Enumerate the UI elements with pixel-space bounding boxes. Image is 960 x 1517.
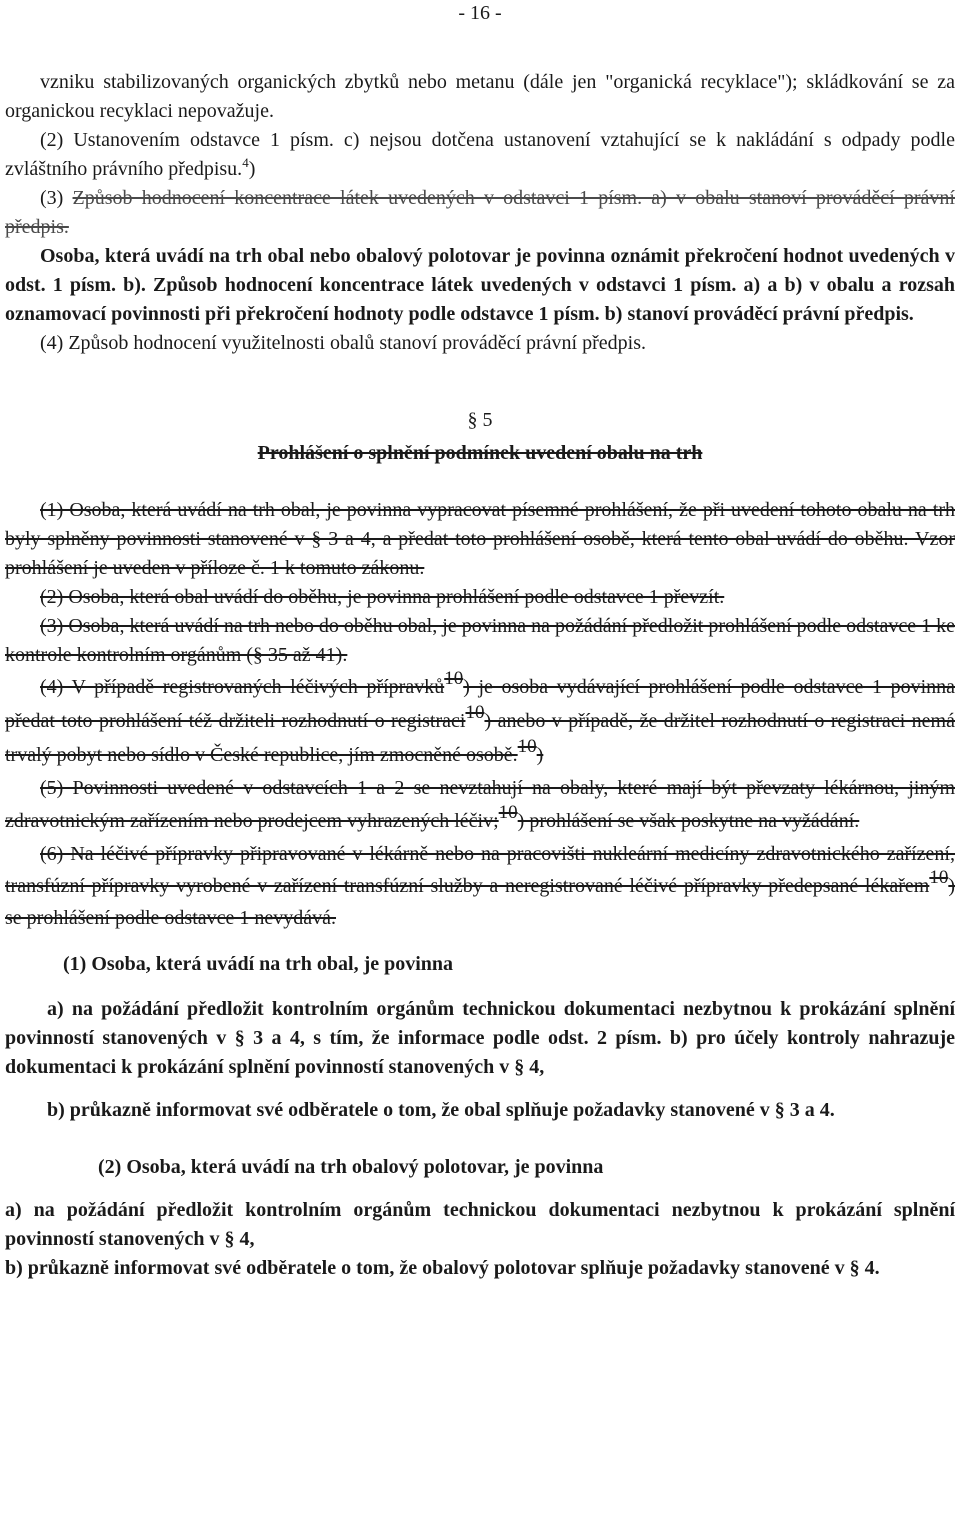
deleted-paragraph-6-text-b: ) se prohlášení podle odstavce 1 nevydává. bbox=[5, 875, 955, 929]
footnote-ref-10: 10 bbox=[517, 736, 537, 757]
deleted-paragraph-4-text-b: ) je osoba vydávající prohlášení podle odstavce 1 povinna předat toto prohlášení též držiteli rozhodnutí o registraci bbox=[5, 676, 955, 732]
new-paragraph-2-item-b: b) průkazně informovat své odběratele o tom, že obalový polotovar splňuje požadavky stanovené v § 4. bbox=[5, 1257, 880, 1279]
paragraph-2-close: ) bbox=[248, 158, 256, 180]
new-paragraph-1: (1) Osoba, která uvádí na trh obal, je povinna bbox=[63, 953, 454, 975]
paragraph-3-new-text: Osoba, která uvádí na trh obal nebo obalový polotovar je povinna oznámit překročení hodnot uvedených v odst. 1 písm. b). Způsob hodnocení koncentrace látek uvedených v odstavci 1 písm. a) a b) v obalu a rozsah oznamovací povinnosti při překročení hodnoty podle odstavce 1 písm. b) stanoví prováděcí právní předpis. bbox=[5, 245, 955, 325]
paragraph-2 bbox=[5, 126, 955, 184]
deleted-paragraph-3: (3) Osoba, která uvádí na trh nebo do oběhu obal, je povinna na požádání předložit prohlášení podle odstavce 1 ke kontrole kontrolním orgánům (§ 35 až 41). bbox=[5, 615, 955, 666]
new-paragraph-2: (2) Osoba, která uvádí na trh obalový polotovar, je povinna bbox=[98, 1156, 604, 1178]
footnote-ref-10: 10 bbox=[465, 702, 485, 723]
deleted-paragraph-2: (2) Osoba, která obal uvádí do oběhu, je povinna prohlášení podle odstavce 1 převzít. bbox=[40, 586, 725, 608]
footnote-ref-4: 4 bbox=[242, 155, 249, 170]
deleted-paragraph-5 bbox=[5, 772, 955, 838]
paragraph-3-deleted-text: Způsob hodnocení koncentrace látek uvedených v odstavci 1 písm. a) v obalu stanoví prováděcí právní předpis. bbox=[5, 187, 955, 238]
paragraph-organic-recycling: vzniku stabilizovaných organických zbytků nebo metanu (dále jen "organická recyklace"); skládkování se za organickou recyklaci nepovažuje. bbox=[5, 71, 955, 122]
document-body bbox=[5, 68, 955, 1283]
footnote-ref-10: 10 bbox=[929, 867, 949, 888]
deleted-paragraph-4-text-a: (4) V případě registrovaných léčivých přípravků bbox=[40, 676, 445, 698]
deleted-paragraph-4-text-d: ) bbox=[536, 744, 544, 766]
paragraph-3-number: (3) bbox=[40, 187, 73, 209]
footnote-ref-10: 10 bbox=[498, 802, 518, 823]
new-paragraph-1-item-a: a) na požádání předložit kontrolním orgánům technickou dokumentaci nezbytnou k prokázání splnění povinností stanovených v § 3 a 4, s tím, že informace podle odst. 2 písm. b) pro účely kontroly nahrazuje dokumentaci k prokázání splnění povinností stanovených v § 4, bbox=[5, 998, 955, 1078]
deleted-paragraph-1: (1) Osoba, která uvádí na trh obal, je povinna vypracovat písemné prohlášení, že při uvedení tohoto obalu na trh byly splněny povinnosti stanovené v § 3 a 4, a předat toto prohlášení osobě, která tento obal uvádí do oběhu. Vzor prohlášení je uveden v příloze č. 1 k tomuto zákonu. bbox=[5, 499, 955, 579]
footnote-ref-10: 10 bbox=[444, 668, 464, 689]
deleted-paragraph-4 bbox=[5, 670, 955, 772]
deleted-paragraph-4-text-c: ) anebo v případě, že držitel rozhodnutí o registraci nemá trvalý pobyt nebo sídlo v České republice, jím zmocněné osobě. bbox=[5, 710, 955, 766]
deleted-paragraph-6 bbox=[5, 838, 955, 934]
page-number: - 16 - bbox=[458, 2, 502, 24]
paragraph-3 bbox=[5, 184, 955, 242]
section-number: § 5 bbox=[467, 409, 493, 431]
section-title: Prohlášení o splnění podmínek uvedení obalu na trh bbox=[257, 442, 703, 464]
deleted-paragraph-6-text-a: (6) Na léčivé přípravky připravované v lékárně nebo na pracovišti nukleární medicíny zdravotnického zařízení, transfúzní přípravky vyrobené v zařízení transfúzní služby a neregistrované léčivé přípravky předepsané lékařem bbox=[5, 843, 955, 897]
deleted-paragraph-5-text-b: ) prohlášení se však poskytne na vyžádání. bbox=[517, 810, 860, 832]
paragraph-2-text: (2) Ustanovením odstavce 1 písm. c) nejsou dotčena ustanovení vztahující se k nakládání s odpady podle zvláštního právního předpisu. bbox=[5, 129, 955, 180]
new-paragraph-1-item-b: b) průkazně informovat své odběratele o tom, že obal splňuje požadavky stanovené v § 3 a 4. bbox=[47, 1099, 835, 1121]
paragraph-4: (4) Způsob hodnocení využitelnosti obalů stanoví prováděcí právní předpis. bbox=[40, 332, 646, 354]
deleted-paragraph-5-text-a: (5) Povinnosti uvedené v odstavcích 1 a 2 se nevztahují na obaly, které mají být převzaty lékárnou, jiným zdravotnickým zařízením nebo prodejcem vyhrazených léčiv; bbox=[5, 777, 955, 832]
new-paragraph-2-item-a: a) na požádání předložit kontrolním orgánům technickou dokumentaci nezbytnou k prokázání splnění povinností stanovených v § 4, bbox=[5, 1199, 955, 1250]
